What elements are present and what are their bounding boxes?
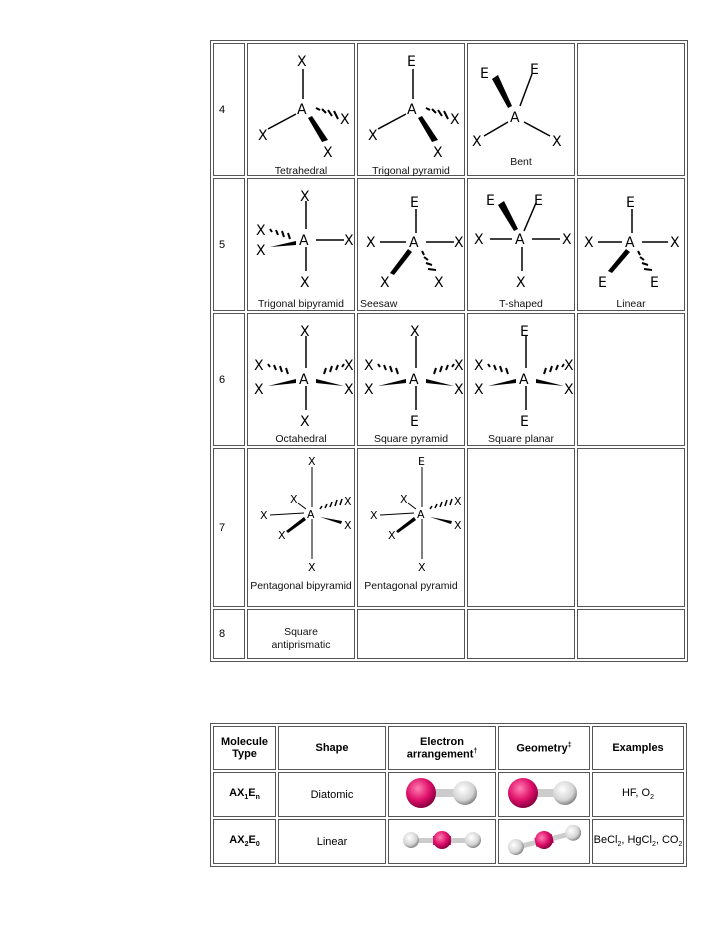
square-pyramid-diagram <box>358 314 464 447</box>
svg-text:A: A <box>409 372 419 388</box>
svg-text:X: X <box>368 128 378 144</box>
svg-text:X: X <box>300 275 310 291</box>
linear-geometry-model <box>499 820 589 860</box>
caption: Seesaw <box>360 298 398 310</box>
svg-text:A: A <box>417 508 425 521</box>
svg-text:A: A <box>307 508 315 521</box>
svg-text:E: E <box>407 54 416 70</box>
svg-text:A: A <box>510 110 520 126</box>
svg-text:X: X <box>297 54 307 70</box>
linear-model <box>389 820 495 860</box>
t-shaped-diagram <box>468 179 574 312</box>
cell-empty <box>577 448 685 607</box>
caption: Bent <box>510 156 532 168</box>
svg-text:E: E <box>418 455 425 468</box>
svg-text:X: X <box>344 358 354 374</box>
svg-text:A: A <box>407 102 417 118</box>
svg-text:X: X <box>364 382 374 398</box>
svg-text:X: X <box>300 414 310 430</box>
svg-text:X: X <box>256 223 266 239</box>
svg-text:X: X <box>290 493 298 506</box>
svg-text:X: X <box>454 495 462 508</box>
svg-text:A: A <box>299 372 309 388</box>
examples: HF, $O_2$ <box>592 772 684 817</box>
cell-square-antiprismatic <box>247 609 355 659</box>
header-shape: Shape <box>278 726 386 770</box>
cell-octahedral <box>247 313 355 446</box>
svg-text:X: X <box>400 493 408 506</box>
svg-text:X: X <box>454 358 464 374</box>
trigonal-pyramid-diagram <box>358 44 464 177</box>
svg-text:X: X <box>254 382 264 398</box>
row-4 <box>213 43 685 176</box>
svg-text:A: A <box>299 233 309 249</box>
cell-square-planar <box>467 313 575 446</box>
cell-tetrahedral <box>247 43 355 176</box>
electron-model <box>388 772 496 817</box>
caption: Trigonal bipyramid <box>258 298 344 310</box>
geometry-grid <box>210 40 688 662</box>
cell-empty <box>577 313 685 446</box>
cell-pentagonal-pyramid <box>357 448 465 607</box>
svg-text:X: X <box>256 243 266 259</box>
svg-text:X: X <box>254 358 264 374</box>
svg-text:X: X <box>454 519 462 532</box>
svg-text:X: X <box>344 233 354 249</box>
svg-text:E: E <box>480 66 489 82</box>
table-row <box>213 819 684 864</box>
header-row <box>213 726 684 770</box>
svg-text:X: X <box>308 455 316 468</box>
svg-text:X: X <box>474 358 484 374</box>
svg-text:X: X <box>474 382 484 398</box>
row-number: 5 <box>213 178 245 311</box>
caption: Trigonal pyramid <box>372 165 450 177</box>
cell-empty <box>467 609 575 659</box>
shape: Diatomic <box>278 772 386 817</box>
cell-empty <box>467 448 575 607</box>
svg-text:X: X <box>450 112 460 128</box>
svg-text:X: X <box>258 128 268 144</box>
svg-text:X: X <box>434 275 444 291</box>
caption: Linear <box>616 298 646 310</box>
svg-text:X: X <box>366 235 376 251</box>
trigonal-bipyramid-diagram <box>248 179 354 312</box>
row-number: 7 <box>213 448 245 607</box>
molecule-table <box>210 723 687 867</box>
table-row <box>213 772 684 817</box>
svg-text:X: X <box>323 145 333 161</box>
tetrahedral-diagram <box>248 44 354 177</box>
cell-t-shaped <box>467 178 575 311</box>
linear-diagram <box>578 179 684 312</box>
svg-text:X: X <box>433 145 443 161</box>
svg-text:X: X <box>344 382 354 398</box>
svg-text:E: E <box>650 275 659 291</box>
caption: Tetrahedral <box>274 165 328 177</box>
header-examples: Examples <box>592 726 684 770</box>
caption: Square pyramid <box>373 433 449 445</box>
svg-text:X: X <box>380 275 390 291</box>
shape: Linear <box>278 819 386 864</box>
cell-empty <box>357 609 465 659</box>
svg-text:E: E <box>626 195 635 211</box>
diatomic-model <box>389 773 495 813</box>
geometry-model <box>498 772 590 817</box>
svg-text:X: X <box>474 232 484 248</box>
svg-text:X: X <box>552 134 562 150</box>
svg-text:A: A <box>297 102 307 118</box>
seesaw-diagram <box>358 179 464 312</box>
diatomic-geometry-model <box>499 773 589 813</box>
svg-text:X: X <box>454 382 464 398</box>
svg-text:X: X <box>260 509 268 522</box>
header-geometry: Geometry‡ <box>498 726 590 770</box>
svg-text:A: A <box>625 235 635 251</box>
row-5 <box>213 178 685 311</box>
svg-text:E: E <box>520 414 529 430</box>
header-electron: Electron arrangement† <box>388 726 496 770</box>
svg-text:E: E <box>598 275 607 291</box>
cell-linear <box>577 178 685 311</box>
cell-trigonal-bipyramid <box>247 178 355 311</box>
svg-text:X: X <box>564 358 574 374</box>
svg-text:E: E <box>530 62 539 78</box>
svg-text:X: X <box>300 189 310 205</box>
caption: Pentagonal bipyramid <box>250 580 352 592</box>
row-8 <box>213 609 685 659</box>
svg-text:X: X <box>388 529 396 542</box>
header-molecule-type: Molecule Type <box>213 726 276 770</box>
svg-text:X: X <box>670 235 680 251</box>
cell-empty <box>577 609 685 659</box>
svg-text:X: X <box>418 561 426 574</box>
svg-text:E: E <box>410 414 419 430</box>
row-number: 6 <box>213 313 245 446</box>
svg-text:X: X <box>344 495 352 508</box>
svg-text:X: X <box>370 509 378 522</box>
svg-text:A: A <box>409 235 419 251</box>
geometry-model <box>498 819 590 864</box>
row-7 <box>213 448 685 607</box>
svg-text:X: X <box>364 358 374 374</box>
svg-text:X: X <box>340 112 350 128</box>
svg-text:E: E <box>486 193 495 209</box>
row-6 <box>213 313 685 446</box>
caption: Square antiprismatic <box>271 626 331 651</box>
svg-text:X: X <box>472 134 482 150</box>
caption: Pentagonal pyramid <box>364 580 458 592</box>
svg-text:E: E <box>520 324 529 340</box>
square-planar-diagram <box>468 314 574 447</box>
svg-text:X: X <box>300 324 310 340</box>
svg-text:X: X <box>564 382 574 398</box>
svg-text:X: X <box>454 235 464 251</box>
cell-trigonal-pyramid <box>357 43 465 176</box>
cell-pentagonal-bipyramid <box>247 448 355 607</box>
caption: T-shaped <box>499 298 543 310</box>
svg-text:X: X <box>308 561 316 574</box>
svg-text:E: E <box>534 193 543 209</box>
cell-bent <box>467 43 575 176</box>
row-number: 4 <box>213 43 245 176</box>
molecule-type: $AX_2E_0$ <box>213 819 276 864</box>
row-number: 8 <box>213 609 245 659</box>
molecule-type: $AX_1E_n$ <box>213 772 276 817</box>
svg-text:X: X <box>516 275 526 291</box>
examples: BeCl$_2$, HgCl$_2$, $CO_2$ <box>592 819 684 864</box>
svg-text:A: A <box>515 232 525 248</box>
octahedral-diagram <box>248 314 354 447</box>
svg-text:E: E <box>410 195 419 211</box>
cell-seesaw <box>357 178 465 311</box>
caption: Octahedral <box>275 433 327 445</box>
svg-text:X: X <box>562 232 572 248</box>
svg-text:X: X <box>278 529 286 542</box>
svg-text:X: X <box>344 519 352 532</box>
svg-text:X: X <box>584 235 594 251</box>
caption: Square planar <box>488 433 554 445</box>
svg-text:A: A <box>519 372 529 388</box>
cell-empty <box>577 43 685 176</box>
svg-text:X: X <box>410 324 420 340</box>
electron-model <box>388 819 496 864</box>
cell-square-pyramid <box>357 313 465 446</box>
